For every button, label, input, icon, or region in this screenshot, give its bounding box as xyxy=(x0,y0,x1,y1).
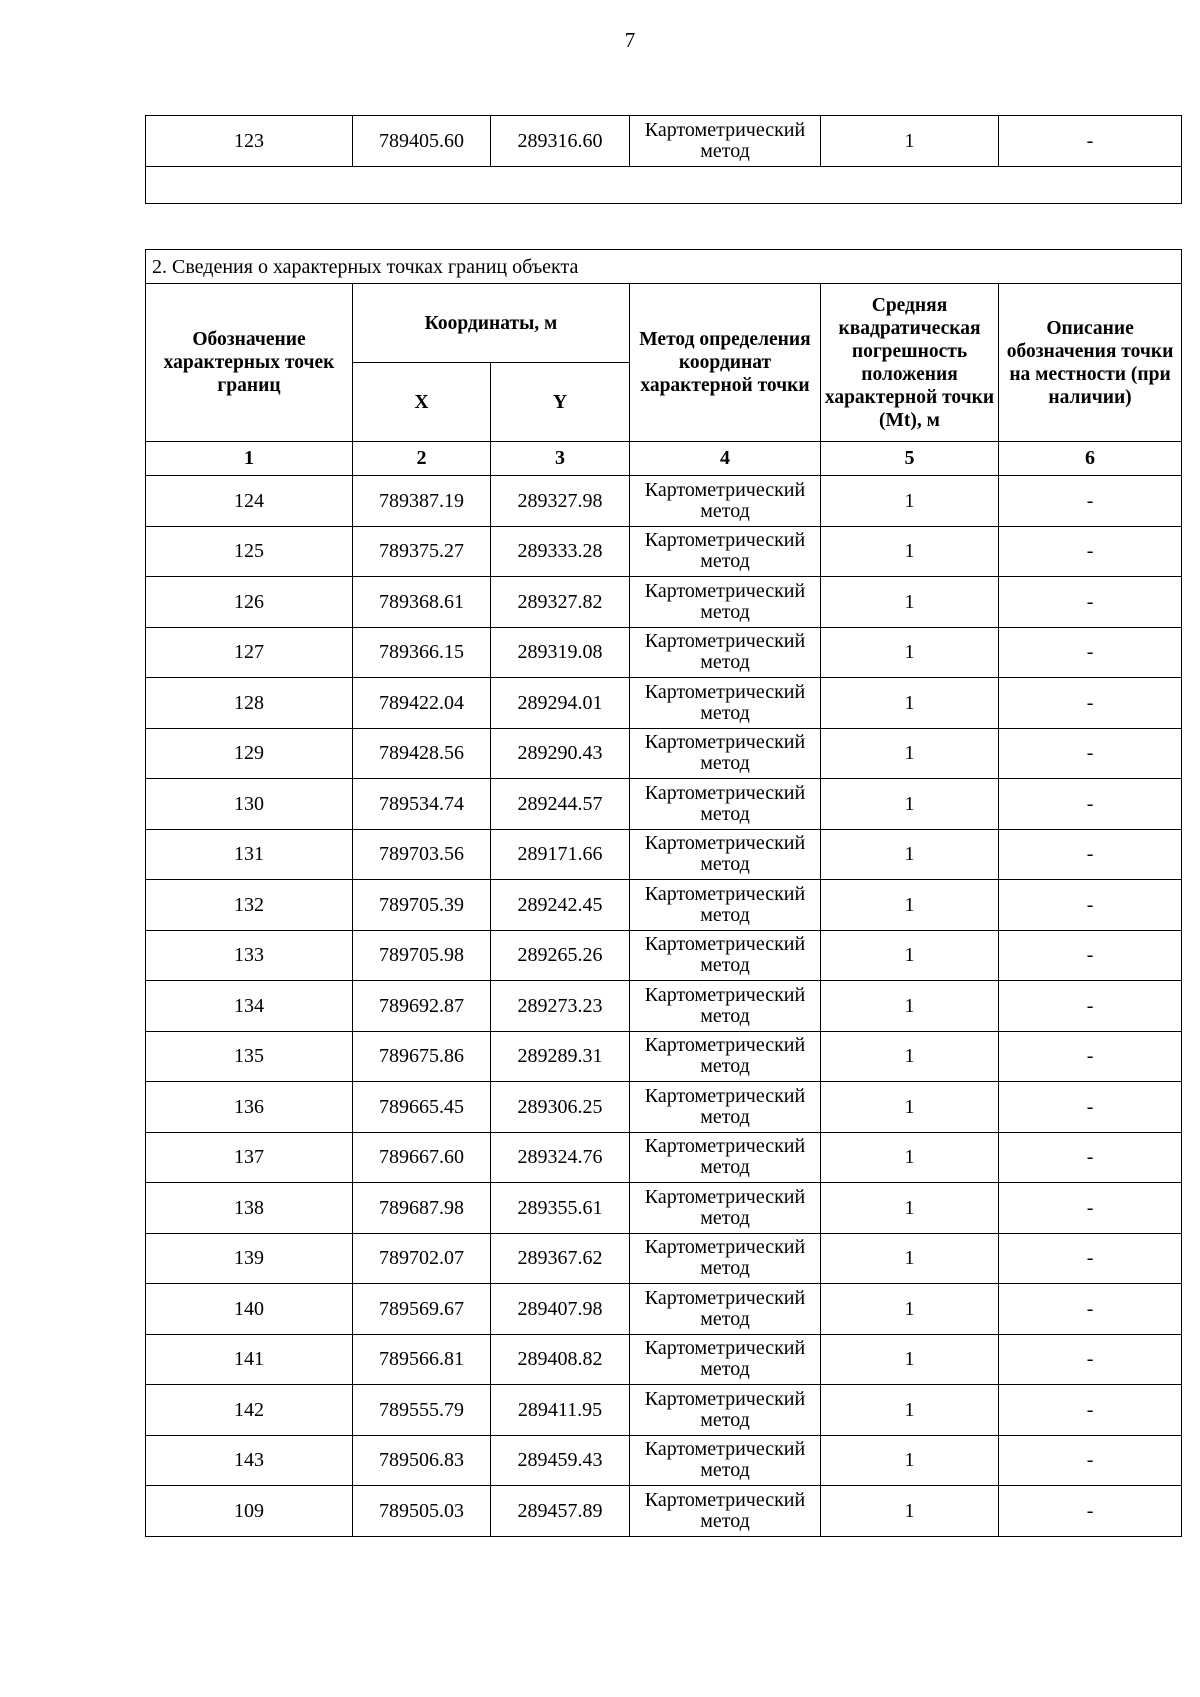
y-cell: 289290.43 xyxy=(491,728,630,779)
method-line: Картометрический xyxy=(644,1084,806,1107)
y-cell: 289319.08 xyxy=(491,627,630,678)
table-row xyxy=(146,930,1182,981)
method-cell xyxy=(630,1132,821,1183)
point-cell: 140 xyxy=(146,1284,353,1335)
table-row xyxy=(146,981,1182,1032)
description-cell: - xyxy=(999,1435,1182,1486)
method-line: метод xyxy=(700,1206,750,1229)
y-cell: 289411.95 xyxy=(491,1385,630,1436)
method-cell xyxy=(630,1284,821,1335)
method-line: Картометрический xyxy=(644,529,806,552)
x-cell: 789665.45 xyxy=(353,1082,491,1133)
header-x: X xyxy=(353,363,491,442)
y-cell: 289265.26 xyxy=(491,930,630,981)
x-cell: 789366.15 xyxy=(353,627,491,678)
table-row xyxy=(146,627,1182,678)
method-cell xyxy=(630,1435,821,1486)
mt-cell: 1 xyxy=(821,627,999,678)
header-y: Y xyxy=(491,363,630,442)
x-cell: 789555.79 xyxy=(353,1385,491,1436)
column-number: 4 xyxy=(630,442,821,476)
method-line: Картометрический xyxy=(644,1337,806,1360)
table-row xyxy=(146,1486,1182,1537)
method-line: метод xyxy=(700,1358,750,1381)
table-row xyxy=(146,116,1182,167)
method-line: Картометрический xyxy=(644,983,806,1006)
method-line: Картометрический xyxy=(644,1286,806,1309)
mt-cell: 1 xyxy=(821,1334,999,1385)
continued-table xyxy=(145,115,1182,204)
description-cell: - xyxy=(999,779,1182,830)
description-cell: - xyxy=(999,930,1182,981)
table-row xyxy=(146,1435,1182,1486)
x-cell: 789505.03 xyxy=(353,1486,491,1537)
y-cell: 289324.76 xyxy=(491,1132,630,1183)
description-cell: - xyxy=(999,829,1182,880)
boundary-points-body xyxy=(146,476,1182,1537)
section-title-row xyxy=(146,250,1182,284)
x-cell: 789705.98 xyxy=(353,930,491,981)
description-cell: - xyxy=(999,1284,1182,1335)
column-number: 5 xyxy=(821,442,999,476)
mt-cell: 1 xyxy=(821,1031,999,1082)
description-cell: - xyxy=(999,1385,1182,1436)
method-line: Картометрический xyxy=(644,1387,806,1410)
method-line: метод xyxy=(700,1408,750,1431)
method-line: Картометрический xyxy=(644,1438,806,1461)
point-cell: 125 xyxy=(146,526,353,577)
method-line: Картометрический xyxy=(644,1488,806,1511)
page-number: 7 xyxy=(624,28,636,52)
x-cell: 789705.39 xyxy=(353,880,491,931)
method-cell xyxy=(630,880,821,931)
point-cell: 128 xyxy=(146,678,353,729)
y-cell: 289289.31 xyxy=(491,1031,630,1082)
method-line: Картометрический xyxy=(644,630,806,653)
point-cell: 127 xyxy=(146,627,353,678)
method-line: Картометрический xyxy=(644,781,806,804)
column-number: 6 xyxy=(999,442,1182,476)
table-row xyxy=(146,577,1182,628)
method-cell xyxy=(630,1334,821,1385)
table-row xyxy=(146,1233,1182,1284)
boundary-points-table xyxy=(145,249,1182,1537)
method-line: Картометрический xyxy=(644,1135,806,1158)
x-cell: 789387.19 xyxy=(353,476,491,527)
description-cell: - xyxy=(999,981,1182,1032)
y-cell: 289408.82 xyxy=(491,1334,630,1385)
y-cell: 289355.61 xyxy=(491,1183,630,1234)
mt-cell: 1 xyxy=(821,1435,999,1486)
table-row xyxy=(146,880,1182,931)
x-cell: 789667.60 xyxy=(353,1132,491,1183)
mt-cell: 1 xyxy=(821,779,999,830)
mt-cell: 1 xyxy=(821,880,999,931)
mt-cell: 1 xyxy=(821,1486,999,1537)
table-row xyxy=(146,1385,1182,1436)
method-line: Картометрический xyxy=(644,119,806,141)
header-designation: Обозначение характерных точек границ xyxy=(146,284,353,442)
y-cell: 289273.23 xyxy=(491,981,630,1032)
method-cell xyxy=(630,678,821,729)
description-cell: - xyxy=(999,1031,1182,1082)
x-cell: 789566.81 xyxy=(353,1334,491,1385)
method-line: метод xyxy=(700,903,750,926)
method-cell xyxy=(630,577,821,628)
y-cell: 289242.45 xyxy=(491,880,630,931)
method-line: метод xyxy=(700,1459,750,1482)
blank-cell xyxy=(146,167,1182,204)
method-line: Картометрический xyxy=(644,1236,806,1259)
table-row xyxy=(146,1334,1182,1385)
y-cell: 289327.82 xyxy=(491,577,630,628)
method-line: метод xyxy=(700,1156,750,1179)
method-line: метод xyxy=(700,600,750,623)
point-cell: 137 xyxy=(146,1132,353,1183)
method-line: метод xyxy=(700,1509,750,1532)
y-cell: 289327.98 xyxy=(491,476,630,527)
mt-cell: 1 xyxy=(821,116,999,167)
method-line: метод xyxy=(700,954,750,977)
method-line: метод xyxy=(700,1055,750,1078)
method-line: Картометрический xyxy=(644,882,806,905)
method-line: Картометрический xyxy=(644,933,806,956)
method-cell xyxy=(630,1233,821,1284)
method-line: Картометрический xyxy=(644,731,806,754)
method-line: метод xyxy=(700,651,750,674)
description-cell: - xyxy=(999,577,1182,628)
point-cell: 130 xyxy=(146,779,353,830)
x-cell: 789534.74 xyxy=(353,779,491,830)
method-cell xyxy=(630,1031,821,1082)
y-cell: 289457.89 xyxy=(491,1486,630,1537)
mt-cell: 1 xyxy=(821,1132,999,1183)
description-cell: - xyxy=(999,1183,1182,1234)
y-cell: 289407.98 xyxy=(491,1284,630,1335)
description-cell: - xyxy=(999,627,1182,678)
header-description: Описание обозначения точки на местности (при наличии) xyxy=(999,284,1182,442)
mt-cell: 1 xyxy=(821,1233,999,1284)
method-cell xyxy=(630,476,821,527)
point-cell: 138 xyxy=(146,1183,353,1234)
method-line: метод xyxy=(700,140,750,162)
column-number: 2 xyxy=(353,442,491,476)
y-cell: 289333.28 xyxy=(491,526,630,577)
point-cell: 109 xyxy=(146,1486,353,1537)
description-cell: - xyxy=(999,1334,1182,1385)
table-row xyxy=(146,779,1182,830)
point-cell: 139 xyxy=(146,1233,353,1284)
method-line: Картометрический xyxy=(644,1185,806,1208)
method-line: Картометрический xyxy=(644,579,806,602)
point-cell: 136 xyxy=(146,1082,353,1133)
method-cell xyxy=(630,1486,821,1537)
table-row xyxy=(146,1082,1182,1133)
mt-cell: 1 xyxy=(821,829,999,880)
method-line: метод xyxy=(700,1105,750,1128)
mt-cell: 1 xyxy=(821,981,999,1032)
method-cell xyxy=(630,829,821,880)
x-cell: 789506.83 xyxy=(353,1435,491,1486)
x-cell: 789375.27 xyxy=(353,526,491,577)
y-cell: 289459.43 xyxy=(491,1435,630,1486)
method-line: метод xyxy=(700,1257,750,1280)
table-row xyxy=(146,1031,1182,1082)
mt-cell: 1 xyxy=(821,1183,999,1234)
table-row xyxy=(146,1132,1182,1183)
mt-cell: 1 xyxy=(821,1385,999,1436)
section-title: 2. Сведения о характерных точках границ объекта xyxy=(146,250,1182,284)
y-cell: 289171.66 xyxy=(491,829,630,880)
method-cell xyxy=(630,930,821,981)
description-cell: - xyxy=(999,678,1182,729)
point-cell: 124 xyxy=(146,476,353,527)
description-cell: - xyxy=(999,116,1182,167)
method-cell xyxy=(630,627,821,678)
column-number-row xyxy=(146,442,1182,476)
table-row xyxy=(146,1183,1182,1234)
x-cell: 789405.60 xyxy=(353,116,491,167)
header-error: Средняя квадратическая погрешность положения характерной точки (Mt), м xyxy=(821,284,999,442)
table-row xyxy=(146,728,1182,779)
mt-cell: 1 xyxy=(821,930,999,981)
description-cell: - xyxy=(999,1233,1182,1284)
table-row xyxy=(146,678,1182,729)
method-cell xyxy=(630,728,821,779)
mt-cell: 1 xyxy=(821,1284,999,1335)
mt-cell: 1 xyxy=(821,476,999,527)
y-cell: 289244.57 xyxy=(491,779,630,830)
method-line: метод xyxy=(700,752,750,775)
y-cell: 289367.62 xyxy=(491,1233,630,1284)
point-cell: 143 xyxy=(146,1435,353,1486)
method-line: метод xyxy=(700,1307,750,1330)
header-coordinates: Координаты, м xyxy=(353,284,630,363)
method-line: Картометрический xyxy=(644,832,806,855)
method-line: метод xyxy=(700,499,750,522)
y-cell: 289294.01 xyxy=(491,678,630,729)
description-cell: - xyxy=(999,880,1182,931)
mt-cell: 1 xyxy=(821,577,999,628)
method-cell xyxy=(630,1385,821,1436)
x-cell: 789422.04 xyxy=(353,678,491,729)
x-cell: 789692.87 xyxy=(353,981,491,1032)
column-number: 3 xyxy=(491,442,630,476)
method-line: метод xyxy=(700,853,750,876)
description-cell: - xyxy=(999,1486,1182,1537)
method-cell xyxy=(630,981,821,1032)
method-line: метод xyxy=(700,1004,750,1027)
point-cell: 129 xyxy=(146,728,353,779)
blank-row xyxy=(146,167,1182,204)
x-cell: 789428.56 xyxy=(353,728,491,779)
mt-cell: 1 xyxy=(821,1082,999,1133)
table-row xyxy=(146,1284,1182,1335)
x-cell: 789703.56 xyxy=(353,829,491,880)
description-cell: - xyxy=(999,1082,1182,1133)
point-cell: 142 xyxy=(146,1385,353,1436)
method-line: метод xyxy=(700,550,750,573)
point-cell: 126 xyxy=(146,577,353,628)
description-cell: - xyxy=(999,728,1182,779)
x-cell: 789368.61 xyxy=(353,577,491,628)
y-cell: 289306.25 xyxy=(491,1082,630,1133)
description-cell: - xyxy=(999,476,1182,527)
point-cell: 134 xyxy=(146,981,353,1032)
header-row xyxy=(146,284,1182,363)
table-row xyxy=(146,526,1182,577)
x-cell: 789569.67 xyxy=(353,1284,491,1335)
column-number: 1 xyxy=(146,442,353,476)
point-cell: 133 xyxy=(146,930,353,981)
method-cell xyxy=(630,1183,821,1234)
continued-table-body xyxy=(146,116,1182,204)
point-cell: 135 xyxy=(146,1031,353,1082)
method-cell xyxy=(630,779,821,830)
method-line: метод xyxy=(700,701,750,724)
header-method: Метод определения координат характерной точки xyxy=(630,284,821,442)
table-row xyxy=(146,476,1182,527)
table-row xyxy=(146,829,1182,880)
point-cell: 141 xyxy=(146,1334,353,1385)
method-cell xyxy=(630,1082,821,1133)
method-line: Картометрический xyxy=(644,478,806,501)
point-cell: 132 xyxy=(146,880,353,931)
x-cell: 789702.07 xyxy=(353,1233,491,1284)
point-cell: 131 xyxy=(146,829,353,880)
method-line: Картометрический xyxy=(644,1034,806,1057)
mt-cell: 1 xyxy=(821,678,999,729)
x-cell: 789675.86 xyxy=(353,1031,491,1082)
point-cell: 123 xyxy=(146,116,353,167)
mt-cell: 1 xyxy=(821,728,999,779)
method-line: Картометрический xyxy=(644,680,806,703)
method-cell xyxy=(630,116,821,167)
description-cell: - xyxy=(999,526,1182,577)
method-cell xyxy=(630,526,821,577)
y-cell: 289316.60 xyxy=(491,116,630,167)
method-line: метод xyxy=(700,802,750,825)
description-cell: - xyxy=(999,1132,1182,1183)
x-cell: 789687.98 xyxy=(353,1183,491,1234)
mt-cell: 1 xyxy=(821,526,999,577)
